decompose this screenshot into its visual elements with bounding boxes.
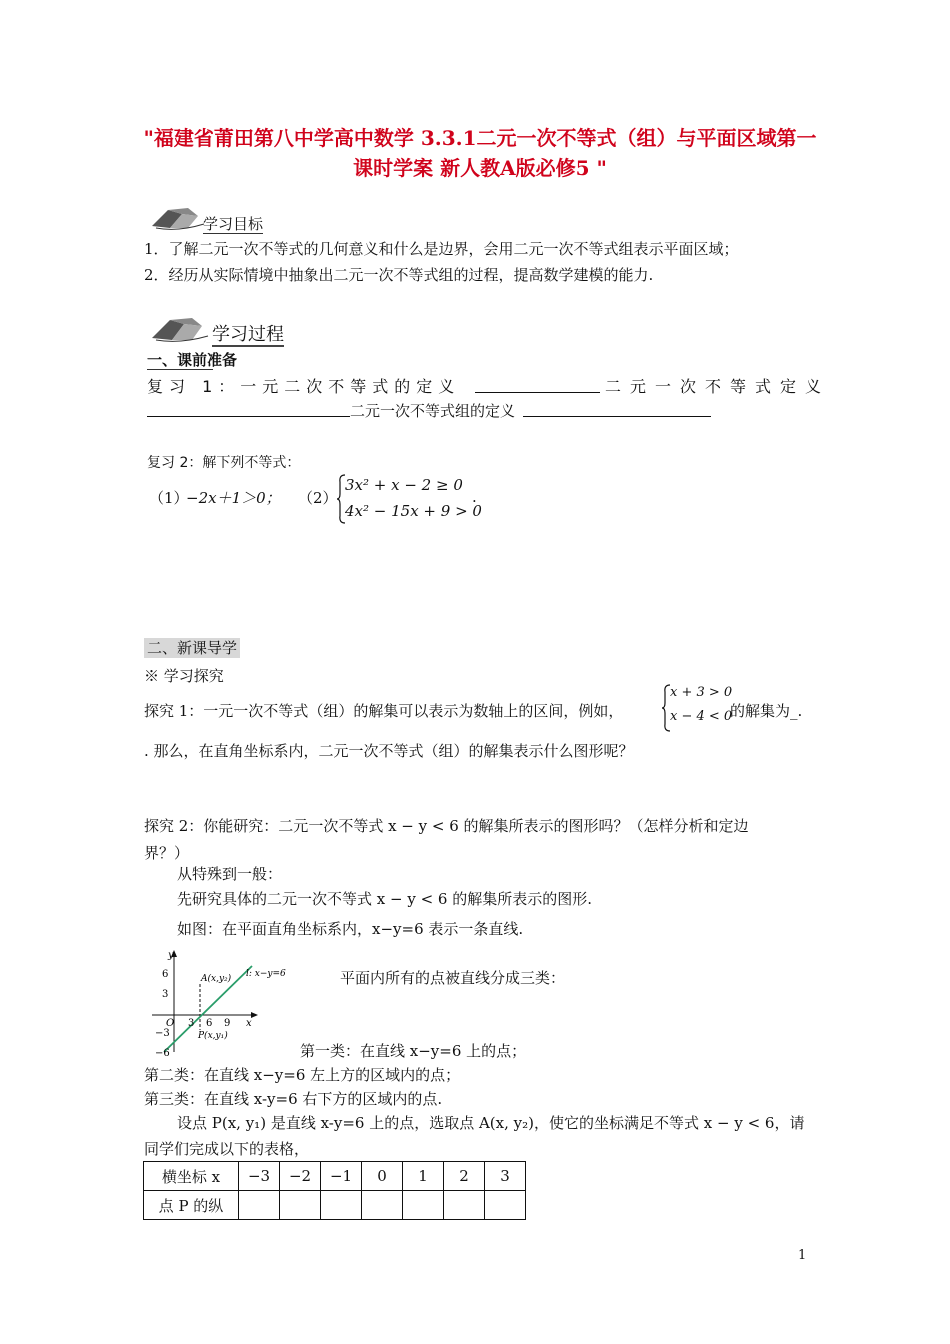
table-input-cell[interactable] (239, 1191, 280, 1220)
setpoint-b: 同学们完成以下的表格， (144, 1140, 310, 1158)
type-2: 第二类：在直线 x−y=6 左上方的区域内的点； (144, 1066, 461, 1084)
explore2-a: 探究 2：你能研究：二元一次不等式 x − y < 6 的解集所表示的图形吗？（怎样分析和定边 (144, 817, 749, 835)
ineq2-line2: 4x² − 15x + 9 > 0 (345, 502, 482, 520)
table-cell: 0 (362, 1162, 403, 1191)
table-input-cell[interactable] (403, 1191, 444, 1220)
fig-x-label: x (246, 1018, 252, 1029)
fig-ytick-m6: −6 (155, 1048, 170, 1056)
table-header-x: 横坐标 x (144, 1162, 239, 1191)
table-cell: 3 (485, 1162, 526, 1191)
fig-xtick-3: 3 (188, 1018, 195, 1029)
figure-intro: 如图：在平面直角坐标系内，x−y=6 表示一条直线. (177, 920, 524, 938)
type-1: 第一类：在直线 x−y=6 上的点； (300, 1042, 527, 1060)
explore1-b: 的解集为_. (730, 702, 803, 720)
ineq2-label: （2） (298, 489, 338, 507)
explore-header: ※ 学习探究 (144, 667, 224, 685)
fig-y-label: y (168, 950, 174, 961)
table-cell: −3 (239, 1162, 280, 1191)
table-cell: 1 (403, 1162, 444, 1191)
table-cell: 2 (444, 1162, 485, 1191)
review1-blank-1[interactable] (475, 376, 600, 393)
explore1-sys1: x + 3 > 0 (670, 685, 733, 700)
fig-xtick-6: 6 (206, 1018, 213, 1029)
review2: 复习 2：解下列不等式： (147, 455, 301, 471)
type-3: 第三类：在直线 x-y=6 右下方的区域内的点. (144, 1090, 443, 1108)
section-divider (147, 369, 213, 370)
fig-xtick-9: 9 (224, 1018, 231, 1029)
goal-item-1: 1．了解二元一次不等式的几何意义和什么是边界，会用二元一次不等式组表示平面区域； (144, 240, 739, 258)
review1-c: 二元一次不等式组的定义 (350, 402, 516, 420)
table-header-p: 点 P 的纵 (144, 1191, 239, 1220)
fig-ytick-3: 3 (162, 989, 169, 1000)
section-prep: 一、课前准备 (147, 351, 238, 369)
explore1-a: 探究 1：一元一次不等式（组）的解集可以表示为数轴上的区间，例如， (144, 702, 624, 720)
explore1-c: . 那么，在直角坐标系内，二元一次不等式（组）的解集表示什么图形呢？ (144, 742, 634, 760)
table-input-cell[interactable] (444, 1191, 485, 1220)
goal-item-2: 2．经历从实际情境中抽象出二元一次不等式组的过程，提高数学建模的能力. (144, 266, 654, 284)
table-cell: −1 (321, 1162, 362, 1191)
process-header: 学习过程 (212, 324, 284, 345)
fig-ytick-m3: −3 (155, 1028, 170, 1039)
ineq2-end: . (472, 488, 477, 506)
fig-point-a: A(x,y₂) (201, 974, 232, 984)
table-row (144, 1191, 526, 1220)
fig-ytick-6: 6 (162, 969, 169, 980)
page-number: 1 (798, 1248, 807, 1263)
fig-line-label: l: x−y=6 (246, 969, 286, 979)
book-icon-2 (148, 312, 212, 342)
explore1-sys2: x − 4 < 0 (670, 709, 733, 724)
table-input-cell[interactable] (321, 1191, 362, 1220)
review1-a: 复习 1：一元二次不等式的定义 (147, 377, 461, 396)
ineq2-line1: 3x² + x − 2 ≥ 0 (345, 476, 463, 494)
three-types: 平面内所有的点被直线分成三类： (340, 969, 566, 987)
ineq1: −2x＋1＞0； (186, 489, 281, 507)
book-icon (148, 204, 208, 230)
special-to-general: 从特殊到一般： (177, 865, 283, 883)
fig-origin: O (166, 1018, 175, 1029)
explore2-b: 界？） (144, 844, 190, 862)
review1-blank-2[interactable] (147, 400, 350, 417)
table-input-cell[interactable] (280, 1191, 321, 1220)
review1-b: 二元一次不等式定义 (605, 377, 831, 396)
study-text: 先研究具体的二元一次不等式 x − y < 6 的解集所表示的图形. (177, 890, 592, 908)
coordinate-figure (144, 948, 294, 1056)
goals-header: 学习目标 (203, 215, 264, 233)
table-row (144, 1162, 526, 1191)
table-cell: −2 (280, 1162, 321, 1191)
value-table (143, 1161, 526, 1220)
table-input-cell[interactable] (362, 1191, 403, 1220)
page-title: "福建省莆田第八中学高中数学 3.3.1二元一次不等式（组）与平面区域第一课时学案 新人教A版必修5 " (143, 126, 817, 180)
review1-blank-3[interactable] (523, 400, 711, 417)
section-new-lesson: 二、新课导学 (144, 637, 240, 658)
table-input-cell[interactable] (485, 1191, 526, 1220)
setpoint-a: 设点 P(x, y₁) 是直线 x-y=6 上的点，选取点 A(x, y₂)，使它的坐标满足不等式 x − y < 6，请 (177, 1114, 805, 1132)
x-arrow (251, 1012, 258, 1018)
ineq1-label: （1） (149, 489, 189, 507)
fig-point-p: P(x,y₁) (198, 1031, 228, 1041)
